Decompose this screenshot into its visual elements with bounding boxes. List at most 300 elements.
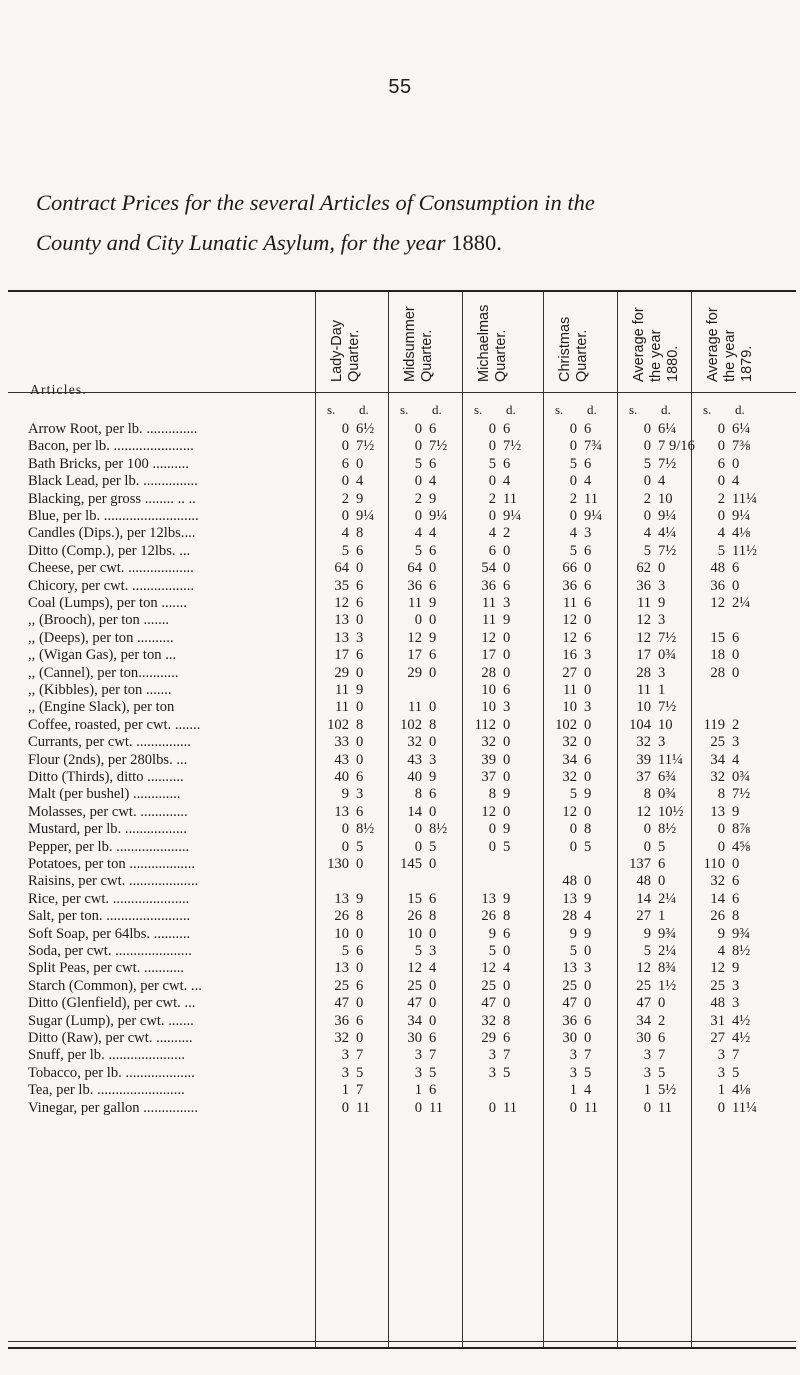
pence-value: 2¼ xyxy=(732,595,751,611)
shillings-value: 13 xyxy=(334,612,349,629)
pence-value: 9¾ xyxy=(658,925,677,942)
shillings-value: 0 xyxy=(414,473,422,490)
table-row xyxy=(8,786,796,803)
title-line-2 xyxy=(36,223,776,263)
pence-value: 11 xyxy=(503,490,518,507)
pence-value: 8 xyxy=(503,908,511,925)
pence-value: 1½ xyxy=(658,977,677,994)
pence-value: 0 xyxy=(356,455,364,472)
pence-value: 0 xyxy=(356,960,364,977)
pence-value: 0 xyxy=(429,734,437,751)
pence-unit-label: d. xyxy=(432,402,442,417)
column-header-6 xyxy=(705,296,761,386)
pence-value: 6 xyxy=(584,629,592,646)
article-name: Chicory, per cwt. ................. xyxy=(28,577,195,594)
shillings-value: 5 xyxy=(569,542,577,559)
pence-value: 0 xyxy=(658,873,666,890)
shillings-value: 28 xyxy=(636,664,651,681)
article-name: Ditto (Comp.), per 12lbs. ... xyxy=(28,542,191,559)
shillings-value: 12 xyxy=(481,960,496,977)
article-name: Currants, per cwt. ............... xyxy=(28,734,191,751)
pence-value: 5 xyxy=(732,1064,740,1081)
pence-value: 0 xyxy=(503,542,511,559)
shillings-value: 3 xyxy=(414,1064,422,1081)
table-row xyxy=(8,821,796,838)
pence-value: 0 xyxy=(356,1030,364,1046)
pence-value: 0 xyxy=(503,647,511,664)
table-row xyxy=(8,665,796,682)
shillings-value: 112 xyxy=(474,716,496,733)
shillings-value: 32 xyxy=(710,873,725,890)
article-name: Mustard, per lb. ................. xyxy=(28,821,187,838)
shillings-value: 13 xyxy=(334,890,349,907)
pence-value: 3 xyxy=(503,595,511,611)
pence-value: 5½ xyxy=(658,1082,677,1099)
shillings-value: 9 xyxy=(341,786,349,803)
pence-value: 0 xyxy=(356,699,364,716)
pence-value: 9 xyxy=(658,595,666,611)
pence-value: 7 xyxy=(429,1047,437,1064)
pence-value: 6 xyxy=(503,577,511,594)
shillings-value: 0 xyxy=(569,473,577,490)
article-name: Snuff, per lb. ..................... xyxy=(28,1047,186,1064)
table-row xyxy=(8,456,796,473)
shillings-value: 0 xyxy=(414,508,422,524)
pence-value: 11¼ xyxy=(658,751,683,768)
shillings-value: 16 xyxy=(562,647,577,664)
shillings-value: 17 xyxy=(407,647,422,664)
table-row xyxy=(8,699,796,716)
pence-value: 4½ xyxy=(732,1030,751,1046)
table-row xyxy=(8,926,796,943)
pence-value: 9 xyxy=(732,960,740,977)
shillings-unit-label: s. xyxy=(327,402,336,417)
shillings-value: 3 xyxy=(488,1064,496,1081)
pence-value: 0 xyxy=(356,560,364,577)
pence-value: 9¼ xyxy=(503,508,522,524)
shillings-value: 12 xyxy=(407,629,422,646)
pence-value: 0 xyxy=(503,943,511,959)
shillings-value: 5 xyxy=(643,455,651,472)
shillings-value: 11 xyxy=(334,682,349,698)
pence-value: 6 xyxy=(658,1030,666,1046)
pence-value: 0 xyxy=(584,716,592,733)
table-row xyxy=(8,891,796,908)
pence-value: 8 xyxy=(584,821,592,838)
table-row xyxy=(8,1100,796,1117)
pence-unit-label: d. xyxy=(735,402,745,417)
shillings-value: 0 xyxy=(488,1099,496,1116)
shillings-value: 0 xyxy=(414,421,422,437)
shillings-value: 8 xyxy=(414,786,422,803)
shillings-value: 11 xyxy=(407,699,422,716)
pence-value: 7 xyxy=(503,1047,511,1064)
article-name: Coffee, roasted, per cwt. ....... xyxy=(28,716,201,733)
pence-value: 8½ xyxy=(732,943,751,959)
shillings-value: 25 xyxy=(334,977,349,994)
pence-value: 9¼ xyxy=(658,508,677,524)
shillings-value: 5 xyxy=(414,542,422,559)
pence-value: 0 xyxy=(584,977,592,994)
pence-value: 6 xyxy=(584,577,592,594)
pence-value: 8 xyxy=(356,716,364,733)
shillings-value: 0 xyxy=(569,438,577,455)
shillings-value: 30 xyxy=(407,1030,422,1046)
pence-value: 7 xyxy=(356,1047,364,1064)
shillings-value: 102 xyxy=(400,716,422,733)
pence-value: 8 xyxy=(732,908,740,925)
shillings-value: 32 xyxy=(481,1012,496,1029)
shillings-value: 34 xyxy=(562,751,577,768)
pence-value: 0 xyxy=(584,682,592,698)
shillings-value: 12 xyxy=(636,960,651,977)
pence-value: 4 xyxy=(429,473,437,490)
shillings-value: 12 xyxy=(481,803,496,820)
pence-value: 4 xyxy=(503,473,511,490)
shillings-value: 4 xyxy=(717,525,725,542)
shillings-value: 102 xyxy=(555,716,577,733)
pence-value: 8⅞ xyxy=(732,821,751,838)
pence-value: 4 xyxy=(732,473,740,490)
pence-value: 3 xyxy=(429,751,437,768)
shillings-value: 11 xyxy=(407,595,422,611)
article-name: Starch (Common), per cwt. ... xyxy=(28,977,202,994)
pence-value: 3 xyxy=(356,786,364,803)
article-name: Malt (per bushel) ............. xyxy=(28,786,181,803)
pence-value: 9¼ xyxy=(584,508,603,524)
pence-value: 3 xyxy=(584,699,592,716)
shillings-value: 0 xyxy=(569,838,577,855)
pence-value: 10 xyxy=(658,716,673,733)
shillings-value: 47 xyxy=(562,995,577,1012)
pence-value: 0 xyxy=(503,751,511,768)
pence-value: 9 xyxy=(356,890,364,907)
pence-value: 0 xyxy=(356,664,364,681)
column-header-5 xyxy=(631,296,685,386)
shillings-value: 12 xyxy=(334,595,349,611)
shillings-value: 47 xyxy=(407,995,422,1012)
article-name: Molasses, per cwt. ............. xyxy=(28,803,188,820)
article-name: Ditto (Raw), per cwt. .......... xyxy=(28,1030,193,1046)
shillings-value: 0 xyxy=(569,508,577,524)
pence-value: 4 xyxy=(584,473,592,490)
shillings-value: 40 xyxy=(334,769,349,785)
shillings-value: 12 xyxy=(562,612,577,629)
pence-value: 7 9/16 xyxy=(658,438,695,455)
shillings-value: 0 xyxy=(717,438,725,455)
pence-value: 3 xyxy=(658,664,666,681)
article-name: ,, (Cannel), per ton........... xyxy=(28,664,179,681)
shillings-value: 36 xyxy=(407,577,422,594)
shillings-value: 36 xyxy=(562,1012,577,1029)
pence-value: 6 xyxy=(429,1082,437,1099)
pence-unit-label: d. xyxy=(359,402,369,417)
shillings-value: 9 xyxy=(488,925,496,942)
pence-value: 9 xyxy=(503,612,511,629)
shillings-value: 3 xyxy=(643,1064,651,1081)
article-name: Blue, per lb. .......................... xyxy=(28,508,199,524)
shillings-value: 5 xyxy=(414,455,422,472)
shillings-value: 36 xyxy=(562,577,577,594)
shillings-value: 25 xyxy=(710,734,725,751)
column-header-label: Average for the year 1880. xyxy=(631,307,681,382)
pence-value: 5 xyxy=(584,838,592,855)
table-row xyxy=(8,1065,796,1082)
title-line-2-text: County and City Lunatic Asylum, for the year xyxy=(36,230,446,255)
column-header-label: Midsummer Quarter. xyxy=(402,306,435,382)
pence-value: 9 xyxy=(429,595,437,611)
pence-value: 6½ xyxy=(356,421,375,437)
shillings-value: 1 xyxy=(414,1082,422,1099)
pence-value: 0 xyxy=(429,699,437,716)
shillings-value: 14 xyxy=(407,803,422,820)
article-name: Tobacco, per lb. ................... xyxy=(28,1064,195,1081)
pence-value: 6 xyxy=(429,421,437,437)
pence-value: 11 xyxy=(356,1099,371,1116)
pence-value: 6 xyxy=(356,577,364,594)
shillings-value: 40 xyxy=(407,769,422,785)
pence-value: 0 xyxy=(429,995,437,1012)
article-name: Ditto (Glenfield), per cwt. ... xyxy=(28,995,196,1012)
pence-value: 5 xyxy=(429,1064,437,1081)
shillings-value: 48 xyxy=(562,873,577,890)
pence-value: 0 xyxy=(356,751,364,768)
shillings-value: 10 xyxy=(562,699,577,716)
pence-value: 0 xyxy=(732,455,740,472)
pence-value: 6 xyxy=(503,421,511,437)
article-name: Rice, per cwt. ..................... xyxy=(28,890,190,907)
shillings-value: 36 xyxy=(710,577,725,594)
table-row xyxy=(8,752,796,769)
pence-value: 0 xyxy=(584,734,592,751)
pence-value: 9 xyxy=(584,890,592,907)
article-name: Soft Soap, per 64lbs. .......... xyxy=(28,925,191,942)
pence-value: 7½ xyxy=(658,542,677,559)
pence-unit-label: d. xyxy=(587,402,597,417)
shillings-value: 3 xyxy=(643,1047,651,1064)
shillings-value: 12 xyxy=(636,629,651,646)
pence-value: 6 xyxy=(356,943,364,959)
pence-value: 6 xyxy=(584,542,592,559)
shillings-unit-label: s. xyxy=(555,402,564,417)
pence-value: 6 xyxy=(429,786,437,803)
shillings-value: 48 xyxy=(710,995,725,1012)
table-row xyxy=(8,734,796,751)
shillings-value: 0 xyxy=(643,438,651,455)
article-name: Bacon, per lb. ...................... xyxy=(28,438,194,455)
shillings-value: 12 xyxy=(636,612,651,629)
shillings-value: 12 xyxy=(710,595,725,611)
article-name: Blacking, per gross ........ .. .. xyxy=(28,490,196,507)
shillings-value: 10 xyxy=(334,925,349,942)
pence-value: 6 xyxy=(503,925,511,942)
shillings-value: 2 xyxy=(717,490,725,507)
pence-value: 0 xyxy=(584,803,592,820)
pence-value: 0 xyxy=(503,734,511,751)
pence-value: 9 xyxy=(584,925,592,942)
shillings-value: 1 xyxy=(643,1082,651,1099)
shillings-value: 5 xyxy=(717,542,725,559)
column-header-label: Average for the year 1879. xyxy=(705,307,755,382)
shillings-value: 8 xyxy=(488,786,496,803)
shillings-value: 0 xyxy=(414,821,422,838)
article-name: ,, (Kibbles), per ton ....... xyxy=(28,682,172,698)
table-row xyxy=(8,473,796,490)
pence-value: 9 xyxy=(356,490,364,507)
shillings-value: 8 xyxy=(717,786,725,803)
shillings-value: 3 xyxy=(341,1064,349,1081)
pence-value: 3 xyxy=(503,699,511,716)
pence-value: 6 xyxy=(732,629,740,646)
shillings-value: 3 xyxy=(569,1047,577,1064)
shillings-unit-label: s. xyxy=(703,402,712,417)
shillings-value: 12 xyxy=(481,629,496,646)
shillings-value: 5 xyxy=(488,943,496,959)
pence-value: 6 xyxy=(356,803,364,820)
pence-value: 0 xyxy=(503,560,511,577)
shillings-value: 5 xyxy=(569,455,577,472)
shillings-value: 0 xyxy=(717,421,725,437)
pence-value: 3 xyxy=(584,525,592,542)
pence-value: 0 xyxy=(429,664,437,681)
pence-value: 3 xyxy=(732,977,740,994)
pence-value: 0 xyxy=(732,577,740,594)
shillings-value: 12 xyxy=(407,960,422,977)
shillings-value: 25 xyxy=(636,977,651,994)
article-name: Tea, per lb. ........................ xyxy=(28,1082,185,1099)
shillings-value: 26 xyxy=(407,908,422,925)
shillings-value: 12 xyxy=(710,960,725,977)
pence-value: 3 xyxy=(658,577,666,594)
table-row xyxy=(8,1047,796,1064)
shillings-value: 2 xyxy=(414,490,422,507)
shillings-value: 37 xyxy=(636,769,651,785)
shillings-value: 30 xyxy=(562,1030,577,1046)
article-name: Potatoes, per ton .................. xyxy=(28,856,196,872)
shillings-value: 0 xyxy=(488,508,496,524)
shillings-value: 48 xyxy=(636,873,651,890)
shillings-value: 13 xyxy=(562,890,577,907)
shillings-value: 0 xyxy=(414,838,422,855)
pence-value: 3 xyxy=(584,960,592,977)
pence-value: 6 xyxy=(584,595,592,611)
article-name: Black Lead, per lb. ............... xyxy=(28,473,198,490)
pence-value: 2 xyxy=(732,716,740,733)
table-row xyxy=(8,960,796,977)
pence-value: 5 xyxy=(503,838,511,855)
pence-value: 5 xyxy=(658,838,666,855)
shillings-value: 36 xyxy=(481,577,496,594)
pence-value: 5 xyxy=(356,838,364,855)
pence-value: 3 xyxy=(429,943,437,959)
pence-unit-label: d. xyxy=(506,402,516,417)
pence-value: 9¾ xyxy=(732,925,751,942)
shillings-value: 29 xyxy=(481,1030,496,1046)
shillings-value: 64 xyxy=(407,560,422,577)
table-row xyxy=(8,943,796,960)
article-name: Bath Bricks, per 100 .......... xyxy=(28,455,189,472)
pence-value: 6 xyxy=(732,873,740,890)
title-year: 1880. xyxy=(451,230,502,255)
shillings-value: 12 xyxy=(562,803,577,820)
pence-value: 9 xyxy=(503,890,511,907)
shillings-value: 30 xyxy=(636,1030,651,1046)
pence-value: 6 xyxy=(503,682,511,698)
shillings-value: 26 xyxy=(334,908,349,925)
page-number: 55 xyxy=(388,76,412,98)
shillings-value: 1 xyxy=(569,1082,577,1099)
shillings-value: 5 xyxy=(341,943,349,959)
shillings-value: 62 xyxy=(636,560,651,577)
pence-value: 1 xyxy=(658,682,666,698)
pence-value: 7⅜ xyxy=(732,438,751,455)
pence-value: 4⅛ xyxy=(732,525,751,542)
pence-value: 6 xyxy=(356,595,364,611)
pence-value: 4 xyxy=(356,473,364,490)
shillings-value: 13 xyxy=(334,960,349,977)
shillings-value: 13 xyxy=(562,960,577,977)
shillings-value: 0 xyxy=(341,508,349,524)
pence-value: 6 xyxy=(429,890,437,907)
article-name: Ditto (Thirds), ditto .......... xyxy=(28,769,184,785)
table-row xyxy=(8,508,796,525)
pence-value: 6 xyxy=(429,542,437,559)
shillings-value: 39 xyxy=(481,751,496,768)
pence-value: 3 xyxy=(584,647,592,664)
shillings-value: 32 xyxy=(334,1030,349,1046)
table-row xyxy=(8,717,796,734)
article-name: ,, (Brooch), per ton ....... xyxy=(28,612,170,629)
pence-value: 11½ xyxy=(732,542,757,559)
shillings-value: 13 xyxy=(481,890,496,907)
shillings-value: 2 xyxy=(569,490,577,507)
articles-header: Articles. xyxy=(30,382,87,397)
shillings-value: 10 xyxy=(407,925,422,942)
shillings-value: 32 xyxy=(481,734,496,751)
pence-value: 0 xyxy=(356,856,364,872)
shillings-value: 0 xyxy=(643,421,651,437)
shillings-value: 43 xyxy=(334,751,349,768)
shillings-value: 3 xyxy=(488,1047,496,1064)
pence-value: 0 xyxy=(732,856,740,872)
shillings-value: 66 xyxy=(562,560,577,577)
prices-table xyxy=(8,290,796,1349)
shillings-value: 10 xyxy=(636,699,651,716)
pence-value: 4 xyxy=(503,960,511,977)
shillings-value: 0 xyxy=(569,821,577,838)
article-name: Pepper, per lb. .................... xyxy=(28,838,190,855)
shillings-value: 3 xyxy=(717,1064,725,1081)
shillings-value: 0 xyxy=(643,1099,651,1116)
article-name: Split Peas, per cwt. ........... xyxy=(28,960,185,977)
shillings-value: 0 xyxy=(569,1099,577,1116)
shillings-value: 11 xyxy=(562,595,577,611)
pence-value: 6 xyxy=(429,1030,437,1046)
article-name: Salt, per ton. ....................... xyxy=(28,908,191,925)
shillings-value: 11 xyxy=(636,682,651,698)
shillings-value: 5 xyxy=(569,786,577,803)
shillings-value: 25 xyxy=(407,977,422,994)
shillings-value: 48 xyxy=(710,560,725,577)
pence-value: 0 xyxy=(732,647,740,664)
shillings-value: 11 xyxy=(334,699,349,716)
pence-value: 0 xyxy=(584,1030,592,1046)
pence-value: 7½ xyxy=(658,699,677,716)
shillings-value: 25 xyxy=(481,977,496,994)
pence-value: 0 xyxy=(429,560,437,577)
shillings-value: 8 xyxy=(643,786,651,803)
shillings-value: 5 xyxy=(569,943,577,959)
